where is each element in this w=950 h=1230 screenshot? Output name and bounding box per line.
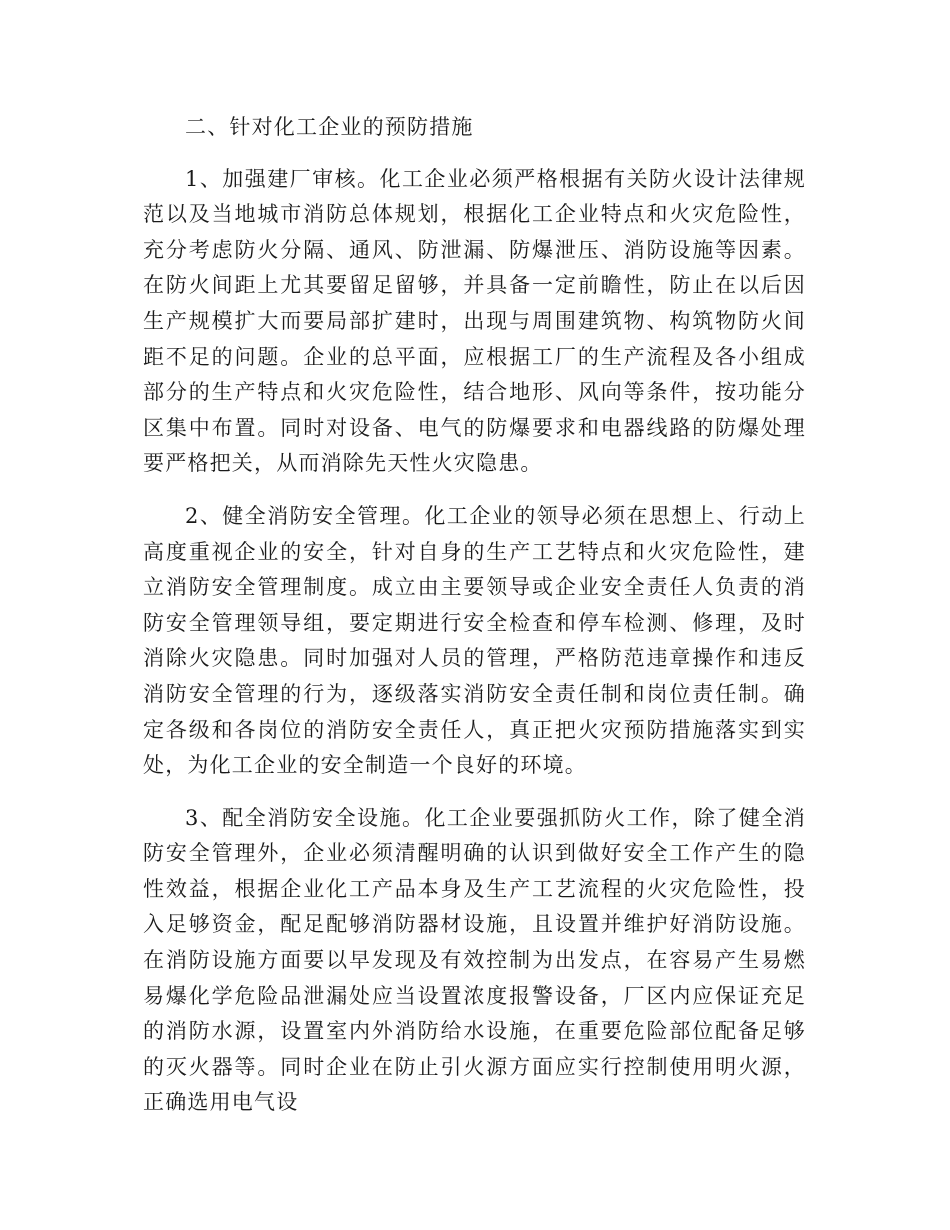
document-body: [143, 110, 806, 1138]
paragraph-3: 3、配全消防安全设施。化工企业要强抓防火工作，除了健全消防安全管理外，企业必须清醒明确的认识到做好安全工作产生的隐性效益，根据企业化工产品本身及生产工艺流程的火灾危险性，投入足够资金，配足配够消防器材设施，且设置并维护好消防设施。在消防设施方面要以早发现及有效控制为出发点，在容易产生易燃易爆化学危险品泄漏处应当设置浓度报警设备，厂区内应保证充足的消防水源，设置室内外消防给水设施，在重要危险部位配备足够的灭火器等。同时企业在防止引火源方面应实行控制使用明火源，正确选用电气设: [143, 805, 806, 1115]
section-heading: 二、针对化工企业的预防措施: [185, 115, 474, 139]
paragraph-1: 1、加强建厂审核。化工企业必须严格根据有关防火设计法律规范以及当地城市消防总体规划，根据化工企业特点和火灾危险性，充分考虑防火分隔、通风、防泄漏、防爆泄压、消防设施等因素。在防火间距上尤其要留足留够，并具备一定前瞻性，防止在以后因生产规模扩大而要局部扩建时，出现与周围建筑物、构筑物防火间距不足的问题。企业的总平面，应根据工厂的生产流程及各小组成部分的生产特点和火灾危险性，结合地形、风向等条件，按功能分区集中布置。同时对设备、电气的防爆要求和电器线路的防爆处理要严格把关，从而消除先天性火灾隐患。: [143, 166, 806, 476]
paragraph-2: 2、健全消防安全管理。化工企业的领导必须在思想上、行动上高度重视企业的安全，针对自身的生产工艺特点和火灾危险性，建立消防安全管理制度。成立由主要领导或企业安全责任人负责的消防安全管理领导组，要定期进行安全检查和停车检测、修理，及时消除火灾隐患。同时加强对人员的管理，严格防范违章操作和违反消防安全管理的行为，逐级落实消防安全责任制和岗位责任制。确定各级和各岗位的消防安全责任人，真正把火灾预防措施落实到实处，为化工企业的安全制造一个良好的环境。: [143, 503, 806, 778]
